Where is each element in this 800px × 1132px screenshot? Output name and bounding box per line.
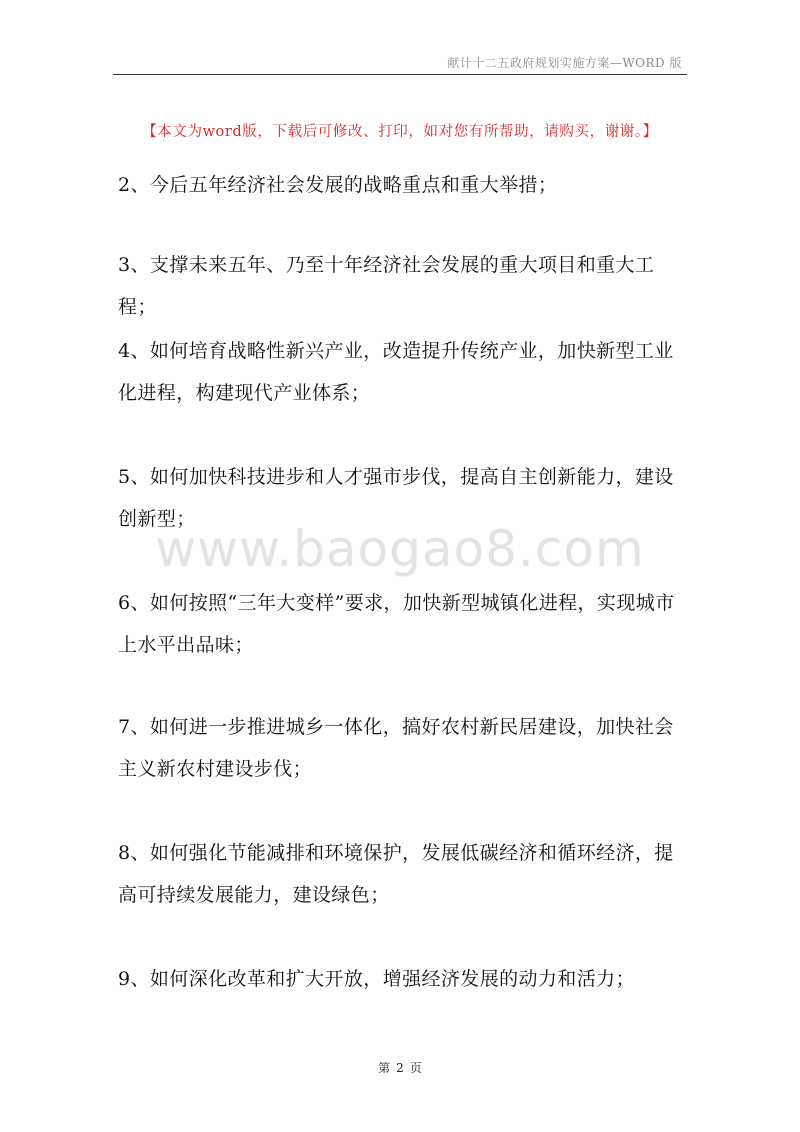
page-label-prefix: 第 bbox=[378, 1061, 391, 1075]
page-number: 2 bbox=[396, 1061, 404, 1075]
page-footer bbox=[0, 1059, 800, 1076]
list-item-3: 3、支撑未来五年、乃至十年经济社会发展的重大项目和重大工程； bbox=[118, 254, 655, 318]
header-divider bbox=[113, 74, 687, 75]
list-item-9: 9、如何深化改革和扩大开放，增强经济发展的动力和活力； bbox=[118, 968, 635, 990]
list-item-2: 2、今后五年经济社会发展的战略重点和重大举措； bbox=[118, 174, 558, 196]
list-item-6: 6、如何按照“三年大变样”要求，加快新型城镇化进程，实现城市上水平出品味； bbox=[118, 592, 675, 656]
page-label-suffix: 页 bbox=[409, 1061, 422, 1075]
watermark-text: www.baogao8.com bbox=[155, 520, 645, 578]
list-item-7: 7、如何进一步推进城乡一体化，搞好农村新民居建设，加快社会主义新农村建设步伐； bbox=[118, 716, 674, 780]
download-notice: 【本文为word版，下载后可修改、打印，如对您有所帮助，请购买，谢谢。】 bbox=[142, 124, 658, 140]
list-item-8: 8、如何强化节能减排和环境保护，发展低碳经济和循环经济，提高可持续发展能力，建设绿色； bbox=[118, 842, 674, 906]
list-item-4: 4、如何培育战略性新兴产业，改造提升传统产业，加快新型工业化进程，构建现代产业体系； bbox=[118, 340, 674, 404]
list-item-5: 5、如何加快科技进步和人才强市步伐，提高自主创新能力，建设创新型； bbox=[118, 466, 674, 530]
page-header-title: 献计十二五政府规划实施方案—WORD 版 bbox=[447, 56, 682, 70]
